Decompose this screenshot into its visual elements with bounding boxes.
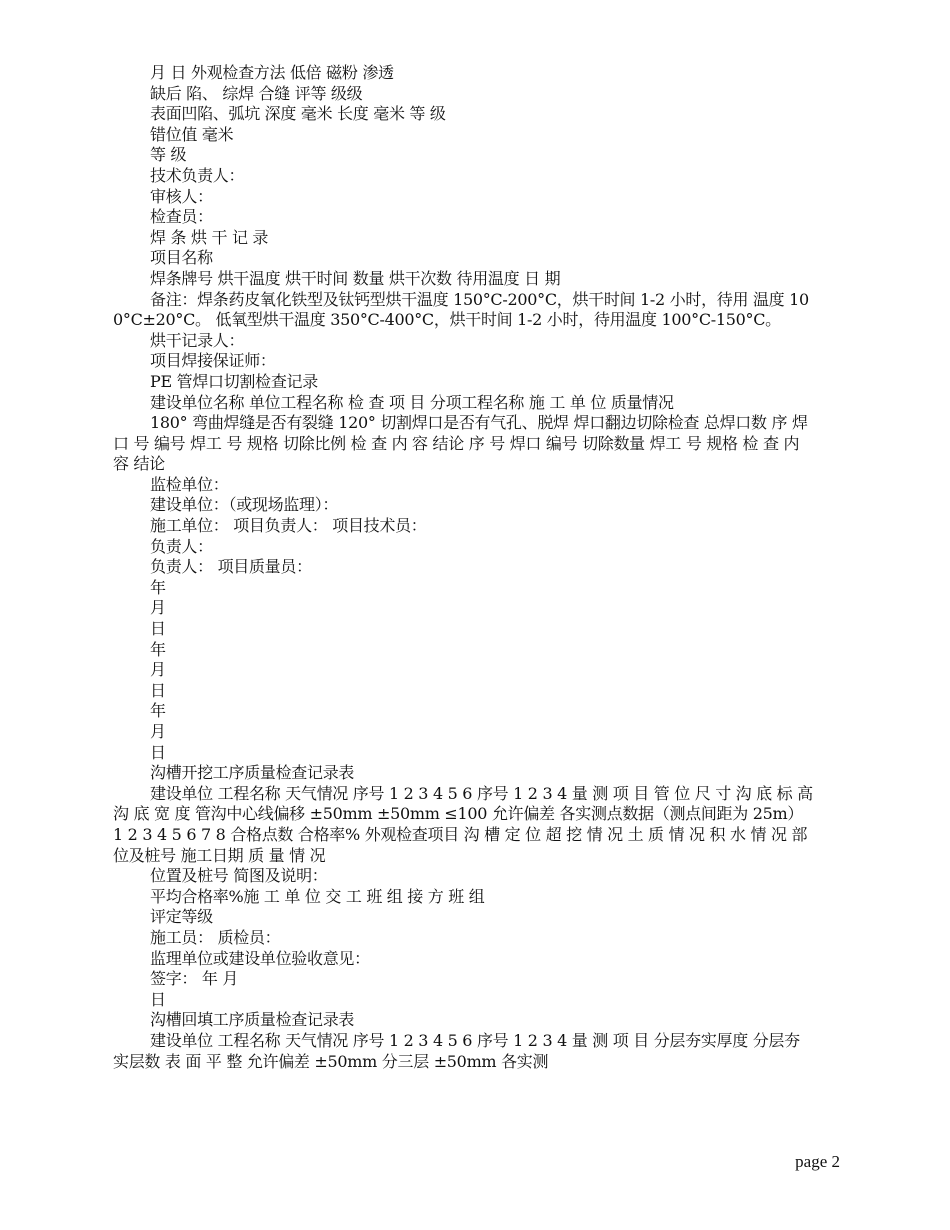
- body-paragraph: 日: [150, 619, 166, 639]
- document-body: [113, 63, 813, 1072]
- page-number: page 2: [795, 1152, 840, 1171]
- body-paragraph: 项目名称: [150, 248, 213, 268]
- body-paragraph: 日: [150, 989, 166, 1009]
- body-paragraph: 审核人：: [150, 186, 213, 206]
- body-paragraph: 施工员： 质检员：: [150, 927, 281, 947]
- body-paragraph: 建设单位：（或现场监理）：: [150, 495, 339, 515]
- body-paragraph: 等 级: [150, 145, 187, 165]
- body-paragraph: 施工单位： 项目负责人： 项目技术员：: [150, 516, 427, 536]
- body-paragraph: 年: [150, 577, 166, 597]
- body-paragraph: 建设单位名称 单位工程名称 检 查 项 目 分项工程名称 施 工 单 位 质量情况: [150, 392, 674, 412]
- body-paragraph: 技术负责人：: [150, 165, 245, 185]
- body-paragraph: 评定等级: [150, 907, 213, 927]
- body-paragraph: 年: [150, 639, 166, 659]
- body-paragraph: 检查员：: [150, 207, 213, 227]
- body-paragraph: 备注：焊条药皮氧化铁型及钛钙型烘干温度 150°C-200°C，烘干时间 1-2 小时，待用 温度 100°C±20°C。 低氧型烘干温度 350°C-400°C，烘干时间 1-2 小时，待用温度 100°C-150°C。: [113, 289, 809, 330]
- body-paragraph: 沟槽回填工序质量检查记录表: [150, 1010, 355, 1030]
- body-paragraph: 180° 弯曲焊缝是否有裂缝 120° 切割焊口是否有气孔、脱焊 焊口翻边切除检查 总焊口数 序 焊口 号 编号 焊工 号 规格 切除比例 检 查 内 容 结论 序 号 焊口 编号 切除数量 焊工 号 规格 检 查 内 容 结论: [113, 413, 808, 474]
- body-paragraph: 月: [150, 722, 166, 741]
- body-paragraph: 月: [150, 660, 166, 680]
- body-paragraph: 错位值 毫米: [150, 124, 234, 144]
- body-paragraph: 负责人：: [150, 536, 213, 556]
- body-paragraph: 建设单位 工程名称 天气情况 序号 1 2 3 4 5 6 序号 1 2 3 4 量 测 项 目 管 位 尺 寸 沟 底 标 高 沟 底 宽 度 管沟中心线偏移 ±50mm ±50mm ≤100 允许偏差 各实测点数据（测点间距为 25m） 1 2 3 4 5 6 7 8 合格点数 合格率% 外观检查项目 沟 槽 定 位 超 挖 情 况 土 质 情 况 积 水 情 况 部位及桩号 施工日期 质 量 情 况: [113, 783, 813, 865]
- body-paragraph: 位置及桩号 简图及说明：: [150, 866, 328, 886]
- body-paragraph: 表面凹陷、弧坑 深度 毫米 长度 毫米 等 级: [150, 104, 446, 124]
- body-paragraph: 沟槽开挖工序质量检查记录表: [150, 763, 355, 783]
- body-paragraph: 日: [150, 680, 166, 700]
- body-paragraph: 烘干记录人：: [150, 330, 245, 350]
- body-paragraph: 签字： 年 月: [150, 969, 239, 989]
- body-paragraph: 监检单位：: [150, 474, 229, 494]
- body-paragraph: 平均合格率%施 工 单 位 交 工 班 组 接 方 班 组: [150, 886, 485, 906]
- body-paragraph: 负责人： 项目质量员：: [150, 557, 312, 577]
- body-paragraph: 项目焊接保证师：: [150, 351, 276, 371]
- body-paragraph: PE 管焊口切割检查记录: [150, 371, 318, 391]
- body-paragraph: 年: [150, 701, 166, 721]
- body-paragraph: 月 日 外观检查方法 低倍 磁粉 渗透: [150, 63, 394, 82]
- body-paragraph: 日: [150, 742, 166, 762]
- body-paragraph: 焊 条 烘 干 记 录: [150, 227, 269, 247]
- body-paragraph: 监理单位或建设单位验收意见：: [150, 948, 370, 968]
- body-paragraph: 月: [150, 598, 166, 618]
- body-paragraph: 缺后 陷、 综焊 合缝 评等 级级: [150, 83, 363, 103]
- body-paragraph: 建设单位 工程名称 天气情况 序号 1 2 3 4 5 6 序号 1 2 3 4 量 测 项 目 分层夯实厚度 分层夯实层数 表 面 平 整 允许偏差 ±50mm 分三层 ±50mm 各实测: [113, 1030, 800, 1071]
- body-paragraph: 焊条牌号 烘干温度 烘干时间 数量 烘干次数 待用温度 日 期: [150, 268, 561, 288]
